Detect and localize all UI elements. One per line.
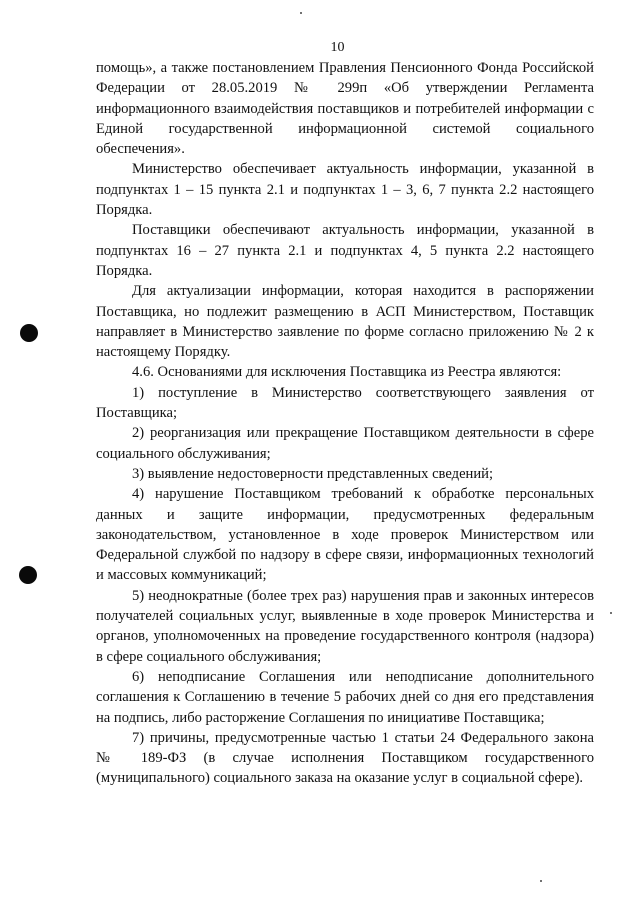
list-item-4: 4) нарушение Поставщиком требований к обработке персональных данных и защите информации, предусмотренных федеральным законодательством, установленное в ходе проверок Министерством или Федеральной службой по надзору в сфере связи, информационных технологий и массовых коммуникаций; (96, 486, 594, 584)
list-item-7: 7) причины, предусмотренные частью 1 статьи 24 Федерального закона № 189-ФЗ (в случае исполнения Поставщиком государственного (муниципального) социального заказа на оказание услуг в социальной сфере). (96, 729, 594, 787)
paragraph-ministry-duty: Министерство обеспечивает актуальность информации, указанной в подпунктах 1 – 15 пункта 2.1 и подпунктах 1 – 3, 6, 7 пункта 2.2 настоящего Порядка. (96, 161, 594, 219)
binder-hole-bottom (19, 566, 37, 584)
clause-4-6-heading: 4.6. Основаниями для исключения Поставщика из Реестра являются: (132, 364, 562, 381)
list-item-3: 3) выявление недостоверности представленных сведений; (132, 465, 494, 482)
scan-speck (540, 880, 542, 882)
scan-speck (610, 612, 612, 614)
page-number: 10 (330, 40, 345, 55)
binder-hole-top (20, 324, 38, 342)
scan-speck (300, 12, 302, 14)
list-item-2: 2) реорганизация или прекращение Поставщиком деятельности в сфере социального обслуживания; (96, 425, 594, 462)
list-item-6: 6) неподписание Соглашения или неподписание дополнительного соглашения к Соглашению в течение 5 рабочих дней со дня его представления на подпись, либо расторжение Соглашения по инициативе Поставщика; (96, 668, 594, 726)
paragraph-actualization: Для актуализации информации, которая находится в распоряжении Поставщика, но подлежит размещению в АСП Министерством, Поставщик направляет в Министерство заявление по форме согласно приложению № 2 к настоящему Порядку. (96, 283, 594, 361)
paragraph-continuation: помощь», а также постановлением Правления Пенсионного Фонда Российской Федерации от 28.05.2019 № 299п «Об утверждении Регламента информационного взаимодействия поставщиков и потребителей информации с Единой государственной информационной системой социального обеспечения». (96, 60, 594, 158)
list-item-5: 5) неоднократные (более трех раз) нарушения прав и законных интересов получателей социальных услуг, выявленные в ходе проверок Министерства и органов, уполномоченных на проведение государственного контроля (надзора) в сфере социального обслуживания; (96, 587, 594, 665)
document-body (96, 58, 594, 789)
list-item-1: 1) поступление в Министерство соответствующего заявления от Поставщика; (96, 384, 594, 422)
paragraph-supplier-duty: Поставщики обеспечивают актуальность информации, указанной в подпунктах 16 – 27 пункта 2.1 и подпунктах 4, 5 пункта 2.2 настоящего Порядка. (96, 222, 594, 279)
